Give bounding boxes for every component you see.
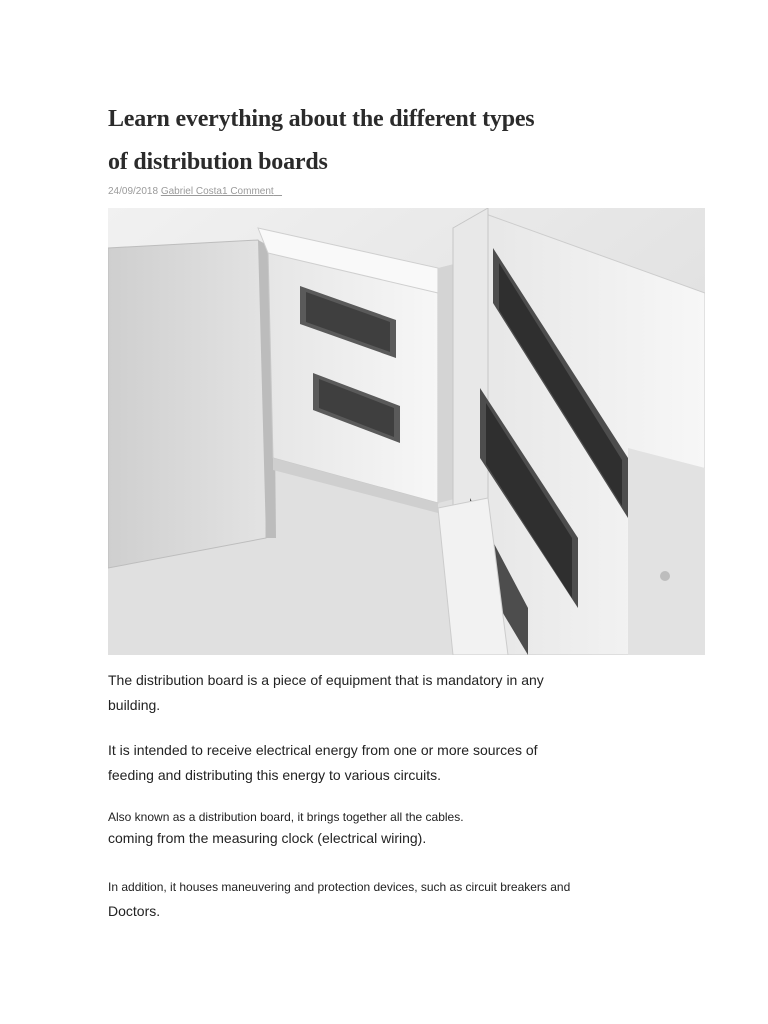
paragraph-3-line-2: coming from the measuring clock (electrical wiring).: [108, 830, 427, 846]
author-link[interactable]: Gabriel Costa: [160, 186, 222, 197]
paragraph-2-line-1: It is intended to receive electrical energy from one or more sources of: [108, 742, 538, 758]
comments-link[interactable]: 1 Comment: [221, 186, 274, 197]
post-date: 24/09/2018: [108, 186, 159, 197]
article-meta: [108, 185, 282, 199]
paragraph-4-line-2: Doctors.: [108, 903, 161, 919]
meta-trailing-link[interactable]: [274, 186, 282, 197]
paragraph-2-line-2: feeding and distributing this energy to various circuits.: [108, 767, 442, 783]
paragraph-3: [108, 809, 464, 850]
article-title-line-1: Learn everything about the different types: [108, 106, 535, 132]
distribution-board-photo: [108, 208, 705, 655]
paragraph-4-line-1: In addition, it houses maneuvering and protection devices, such as circuit breakers and: [108, 880, 571, 894]
article-title-line-2: of distribution boards: [108, 149, 328, 175]
paragraph-2: [108, 738, 538, 788]
article-title: [108, 98, 668, 184]
paragraph-1-line-1: The distribution board is a piece of equipment that is mandatory in any: [108, 672, 544, 688]
paragraph-3-line-1: Also known as a distribution board, it brings together all the cables.: [108, 810, 464, 824]
paragraph-4: [108, 878, 570, 926]
paragraph-1: [108, 668, 544, 718]
paragraph-1-line-2: building.: [108, 697, 161, 713]
